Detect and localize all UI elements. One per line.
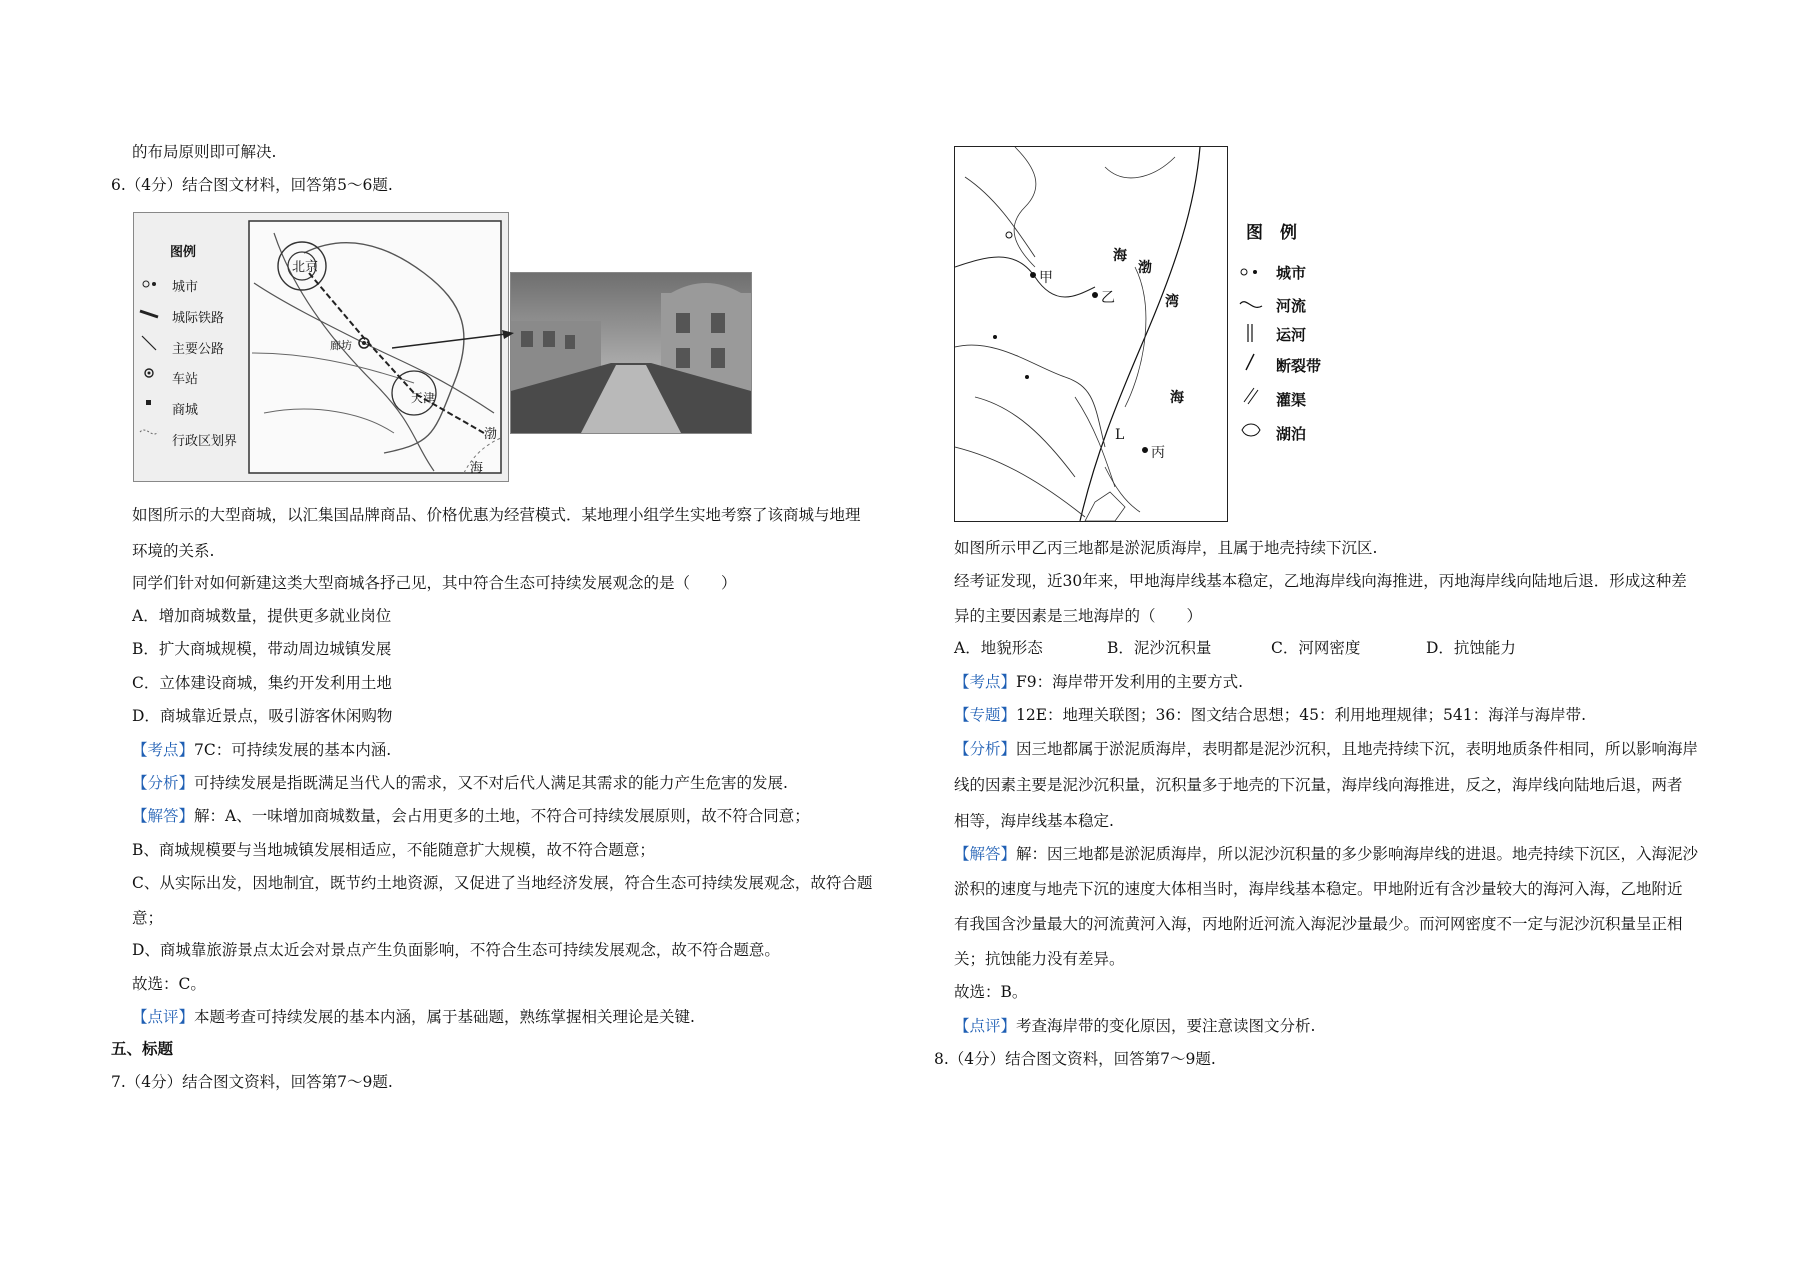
jieda-line-4: 关；抗蚀能力没有差异。 xyxy=(954,950,1125,968)
fenxi-line xyxy=(132,773,788,793)
legend-item-station: 车站 xyxy=(172,372,199,387)
map-label-bo: 渤 xyxy=(1138,260,1152,276)
jieda-tag: 【解答】 xyxy=(132,807,195,825)
jieda-line xyxy=(132,806,810,826)
choice-line: 故选：B。 xyxy=(954,983,1028,1001)
map-label-hai-2: 海 xyxy=(1170,390,1184,406)
map-label-beijing: 北京 xyxy=(292,260,319,275)
legend-item-river: 河流 xyxy=(1276,297,1307,315)
legend-item-admin-boundary: 行政区划界 xyxy=(172,434,238,449)
map-label-bing: 丙 xyxy=(1151,445,1165,461)
fenxi-text-1: 因三地都属于淤泥质海岸，表明都是泥沙沉积，且地壳持续下沉，表明地质条件相同，所以影响海岸 xyxy=(1016,740,1699,758)
map-legend-title: 图 例 xyxy=(1246,223,1297,243)
choice-line: 故选：C。 xyxy=(132,975,206,993)
kaodian-tag: 【考点】 xyxy=(132,741,195,759)
fenxi-tag: 【分析】 xyxy=(132,774,195,792)
option-a: A．地貌形态 xyxy=(954,639,1043,657)
jieda-line-2: 淤积的速度与地壳下沉的速度大体相当时，海岸线基本稳定。甲地附近有含沙量较大的海河入海，乙地附近 xyxy=(954,880,1683,898)
map-label-tianjin: 天津 xyxy=(411,391,436,405)
legend-item-city: 城市 xyxy=(1276,264,1307,282)
kaodian-text: F9：海岸带开发利用的主要方式. xyxy=(1016,673,1244,691)
question-passage-1: 如图所示甲乙丙三地都是淤泥质海岸，且属于地壳持续下沉区. xyxy=(954,539,1378,557)
option-c: C．立体建设商城，集约开发利用土地 xyxy=(132,674,392,692)
section-heading: 五、标题 xyxy=(111,1039,174,1058)
map-label-yi: 乙 xyxy=(1101,290,1115,306)
dianping-line xyxy=(132,1007,695,1027)
bohai-coast-map xyxy=(954,146,1228,522)
legend-item-lake: 湖泊 xyxy=(1276,425,1307,443)
fenxi-tag: 【分析】 xyxy=(954,740,1017,758)
dianping-text: 考查海岸带的变化原因，要注意读图文分析. xyxy=(1016,1017,1316,1035)
map-label-jia: 甲 xyxy=(1039,270,1053,286)
legend-item-city: 城市 xyxy=(172,280,199,295)
legend-item-intercity-railway: 城际铁路 xyxy=(172,311,225,326)
answer-d-line: D、商城靠旅游景点太近会对景点产生负面影响，不符合生态可持续发展观念，故不符合题意。 xyxy=(132,941,780,959)
zhuanti-line xyxy=(954,705,1586,725)
question-8-header: 8.（4分）结合图文资料，回答第7～9题. xyxy=(934,1050,1216,1068)
fenxi-line-2: 线的因素主要是泥沙沉积量，沉积量多于地壳的下沉量，海岸线向海推进，反之，海岸线向陆地后退，两者 xyxy=(954,776,1683,794)
jieda-tag: 【解答】 xyxy=(954,845,1017,863)
option-d: D．商城靠近景点，吸引游客休闲购物 xyxy=(132,707,393,725)
mall-canal-photo xyxy=(510,272,752,434)
legend-item-main-road: 主要公路 xyxy=(172,342,225,357)
option-c: C．河网密度 xyxy=(1271,639,1361,657)
zhuanti-text: 12E：地理关联图；36：图文结合思想；45：利用地理规律；541：海洋与海岸带. xyxy=(1016,706,1587,724)
zhuanti-tag: 【专题】 xyxy=(954,706,1017,724)
option-b: B．扩大商城规模，带动周边城镇发展 xyxy=(132,640,392,658)
question-passage-2: 经考证发现，近30年来，甲地海岸线基本稳定，乙地海岸线向海推进，丙地海岸线向陆地后退．形成这种差 xyxy=(954,572,1687,590)
option-d: D．抗蚀能力 xyxy=(1426,639,1516,657)
map-label-l: L xyxy=(1115,427,1125,443)
intro-text: 的布局原则即可解决. xyxy=(132,143,277,161)
map-label-bo: 渤 xyxy=(484,427,498,442)
question-stem: 异的主要因素是三地海岸的（ ） xyxy=(954,607,1203,625)
dianping-line xyxy=(954,1016,1315,1036)
kaodian-line xyxy=(132,740,391,760)
answer-b-line: B、商城规模要与当地城镇发展相适应，不能随意扩大规模，故不符合题意； xyxy=(132,841,655,859)
question-6-passage-1: 如图所示的大型商城，以汇集国品牌商品、价格优惠为经营模式．某地理小组学生实地考察了该商城与地理 xyxy=(132,506,861,524)
dianping-tag: 【点评】 xyxy=(132,1008,195,1026)
legend-symbols xyxy=(1238,262,1266,452)
question-6-header: 6.（4分）结合图文材料，回答第5～6题. xyxy=(111,176,393,194)
question-6-stem: 同学们针对如何新建这类大型商城各抒己见，其中符合生态可持续发展观念的是（ ） xyxy=(132,574,737,592)
map-to-photo-arrow xyxy=(392,328,514,352)
legend-item-irrigation: 灌渠 xyxy=(1276,391,1307,409)
map-label-langfang: 廊坊 xyxy=(330,339,352,352)
map-legend-title: 图例 xyxy=(170,245,197,260)
legend-item-mall: 商城 xyxy=(172,403,199,418)
kaodian-text: 7C：可持续发展的基本内涵. xyxy=(194,741,392,759)
jieda-text: 解：A、一味增加商城数量，会占用更多的土地，不符合可持续发展原则，故不符合同意； xyxy=(194,807,810,825)
fenxi-line-3: 相等，海岸线基本稳定. xyxy=(954,812,1114,830)
dianping-text: 本题考查可持续发展的基本内涵，属于基础题，熟练掌握相关理论是关键. xyxy=(194,1008,695,1026)
legend-item-fault: 断裂带 xyxy=(1276,357,1322,375)
map-label-hai-1: 海 xyxy=(1113,248,1127,264)
map-label-hai: 海 xyxy=(470,461,484,476)
answer-c-line-1: C、从实际出发，因地制宜，既节约土地资源，又促进了当地经济发展，符合生态可持续发展观念，故符合题 xyxy=(132,874,873,892)
jieda-text-1: 解：因三地都是淤泥质海岸，所以泥沙沉积量的多少影响海岸线的进退。地壳持续下沉区，入海泥沙 xyxy=(1016,845,1699,863)
answer-c-line-2: 意； xyxy=(132,909,164,927)
option-b: B．泥沙沉积量 xyxy=(1107,639,1212,657)
jieda-line-1 xyxy=(954,844,1698,864)
option-a: A．增加商城数量，提供更多就业岗位 xyxy=(132,607,392,625)
fenxi-text: 可持续发展是指既满足当代人的需求，又不对后代人满足其需求的能力产生危害的发展. xyxy=(194,774,788,792)
dianping-tag: 【点评】 xyxy=(954,1017,1017,1035)
fenxi-line-1 xyxy=(954,739,1698,759)
kaodian-tag: 【考点】 xyxy=(954,673,1017,691)
jieda-line-3: 有我国含沙量最大的河流黄河入海，丙地附近河流入海泥沙量最少。而河网密度不一定与泥沙沉积量呈正相 xyxy=(954,915,1683,933)
map-label-wan: 湾 xyxy=(1165,294,1179,310)
question-6-passage-2: 环境的关系. xyxy=(132,542,215,560)
kaodian-line xyxy=(954,672,1243,692)
question-7-header: 7.（4分）结合图文资料，回答第7～9题. xyxy=(111,1073,393,1091)
legend-item-canal: 运河 xyxy=(1276,326,1307,344)
